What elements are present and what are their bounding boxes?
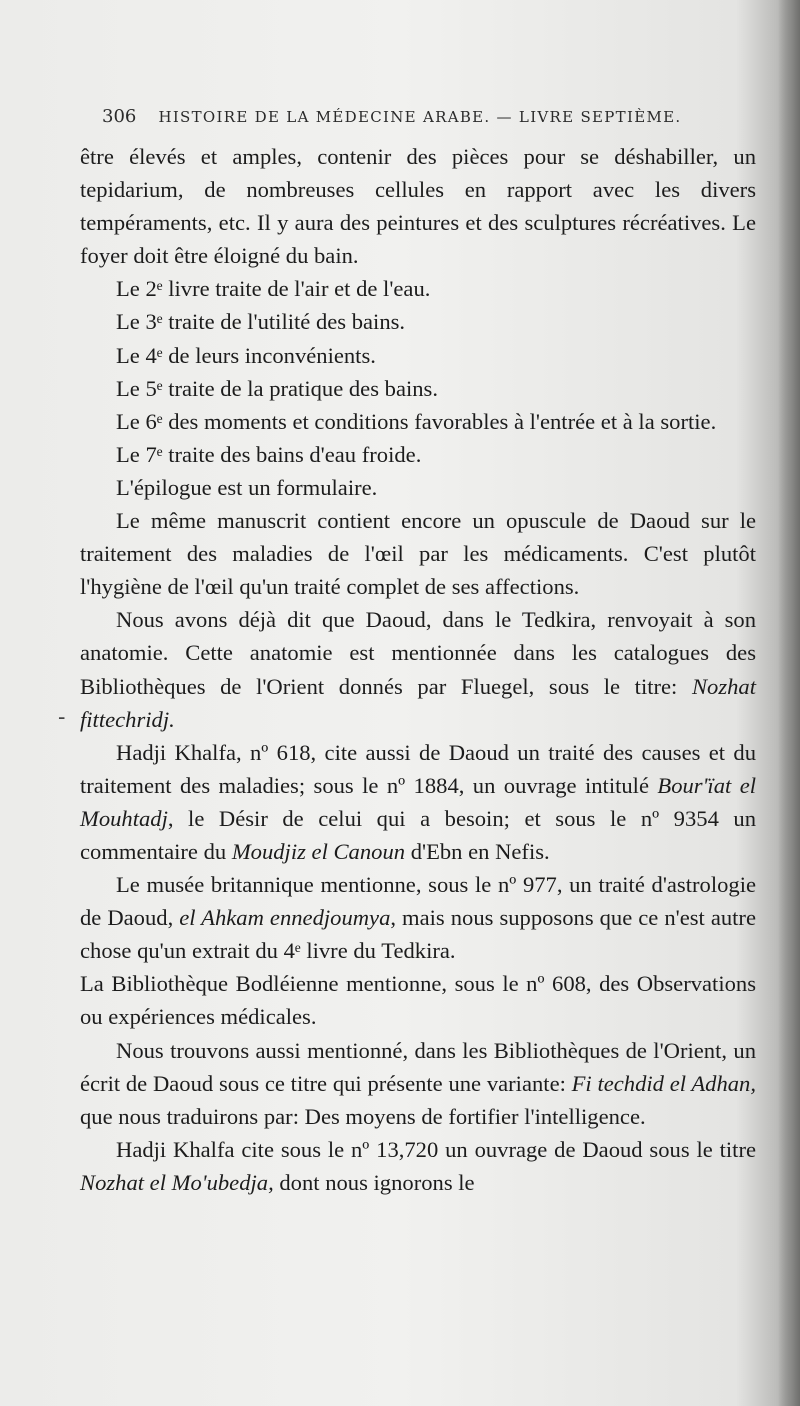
page-number: 306 <box>102 106 137 127</box>
text-run: Hadji Khalfa cite sous le nº 13,720 un ouvrage de Daoud sous le titre <box>116 1136 756 1162</box>
text-run: d'Ebn en Nefis. <box>405 838 550 864</box>
text-run: , mais nous supposons que ce n'est autre chose qu'un extrait du 4ᵉ livre du Tedkira. <box>80 905 756 964</box>
italic-title: Fi techdid el Adhan, <box>571 1070 756 1096</box>
text-run: Le même manuscrit contient encore un opuscule de Daoud sur le traitement des maladies de l'œil par les médicaments. C'est plutôt l'hygiène de l'œil qu'un traité complet de ses affections. <box>80 508 756 600</box>
paragraph-p7 <box>80 438 756 471</box>
text-run: Le 5ᵉ traite de la pratique des bains. <box>116 375 438 401</box>
paragraph-p4 <box>80 339 756 372</box>
text-run: Nous avons déjà dit que Daoud, dans le Tedkira, renvoyait à son anatomie. Cette anatomie est mentionnée dans les catalogues des Bibliothèques de l'Orient donnés par Fluegel, sous le titre: <box>80 607 756 699</box>
paragraph-p9 <box>80 504 756 603</box>
text-run: L'épilogue est un formulaire. <box>116 474 378 500</box>
paragraph-p5 <box>80 372 756 405</box>
italic-title: Nozhat el Mo'ubedja, <box>80 1169 274 1195</box>
paragraph-p10 <box>80 603 756 735</box>
italic-title: el Ahkam ennedjoumya <box>179 905 391 931</box>
text-run: Hadji Khalfa, nº 618, cite aussi de Daoud un traité des causes et du traitement des maladies; sous le nº 1884, un ouvrage intitulé <box>80 739 756 798</box>
paragraph-p6 <box>80 405 756 438</box>
paragraph-p11 <box>80 736 756 868</box>
text-run: dont nous ignorons le <box>273 1169 475 1195</box>
page-edge-shadow <box>778 0 800 1406</box>
margin-mark: - <box>58 705 66 730</box>
body-text <box>80 140 756 1199</box>
text-run: que nous traduirons par: Des moyens de fortifier l'intelligence. <box>80 1103 646 1129</box>
paragraph-p1 <box>80 140 756 272</box>
text-run: Le musée britannique mentionne, sous le nº 977, un traité d'astrologie de Daoud, <box>80 872 756 931</box>
text-run: Le 2ᵉ livre traite de l'air et de l'eau. <box>116 276 431 302</box>
italic-title: Moudjiz el Canoun <box>231 838 406 864</box>
paragraph-p14 <box>80 1034 756 1133</box>
paragraph-p3 <box>80 305 756 338</box>
paragraph-p13 <box>80 967 756 1033</box>
text-run: , le Désir de celui qui a besoin; et sous le nº 9354 un commentaire du <box>80 805 756 864</box>
running-header <box>102 106 722 127</box>
text-run: être élevés et amples, contenir des pièces pour se déshabiller, un tepidarium, de nombreuses cellules en rapport avec les divers tempéraments, etc. Il y aura des peintures et des sculptures récréatives. Le foyer doit être éloigné du bain. <box>80 144 756 269</box>
text-run: Le 3ᵉ traite de l'utilité des bains. <box>116 309 406 335</box>
text-run: Le 7ᵉ traite des bains d'eau froide. <box>116 441 422 467</box>
running-title: HISTOIRE DE LA MÉDECINE ARABE. — LIVRE SEPTIÈME. <box>158 108 682 126</box>
italic-title: Bour'ïat el Mouhtadj <box>80 772 756 831</box>
text-run: La Bibliothèque Bodléienne mentionne, sous le nº 608, des Observations ou expériences médicales. <box>80 971 756 1030</box>
italic-title: Nozhat fittechridj. <box>80 673 756 732</box>
text-run: Le 6ᵉ des moments et conditions favorables à l'entrée et à la sortie. <box>116 408 717 434</box>
text-run: Nous trouvons aussi mentionné, dans les Bibliothèques de l'Orient, un écrit de Daoud sous ce titre qui présente une variante: <box>80 1037 756 1096</box>
paragraph-p15 <box>80 1133 756 1199</box>
paragraph-p8 <box>80 471 756 504</box>
paragraph-p12 <box>80 868 756 967</box>
text-run: Le 4ᵉ de leurs inconvénients. <box>116 342 376 368</box>
paragraph-p2 <box>80 272 756 305</box>
